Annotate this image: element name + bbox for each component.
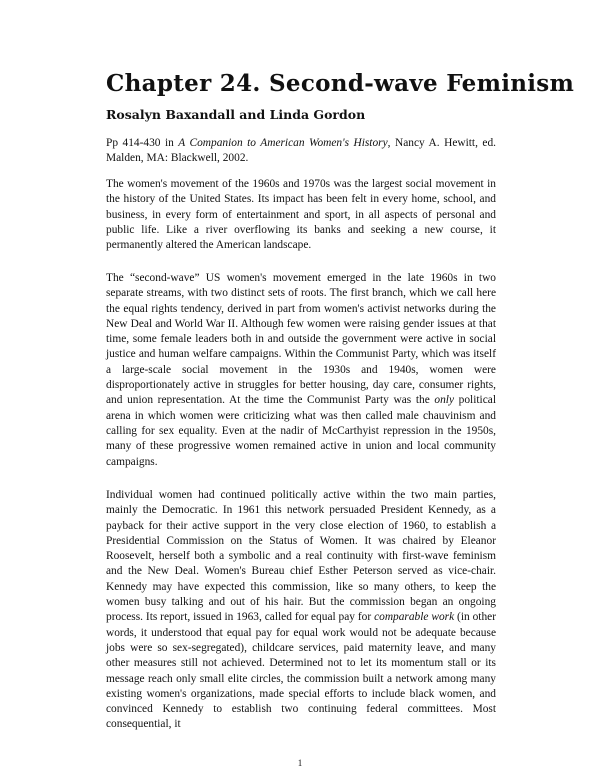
paragraph-3: [106, 488, 496, 733]
paragraph-2-part-2: political arena in which women were criticizing what was then called male chauvinism and calling for sex equality. Even at the nadir of McCarthyist repression in the 1950s, many of these progressive women remained active in union and local community campaigns.: [106, 394, 496, 468]
citation-book-title: A Companion to American Women's History: [178, 137, 388, 149]
paragraph-3-part-2: (in other words, it understood that equal pay for equal work would not be adequate because jobs were so sex-segregated), childcare services, paid maternity leave, and many other measures still not achieved. Determined not to let its momentum stall or its message reach only small elite circles, the commission built a network among many existing women's organizations, made special efforts to include black women, and convinced Kennedy to establish two continuing federal committees. Most consequential, it: [106, 611, 496, 731]
paragraph-3-part-1: Individual women had continued politically active within the two main parties, mainly the Democratic. In 1961 this network persuaded President Kennedy, as a payback for their active support in the very close election of 1960, to establish a Presidential Commission on the Status of Women. It was chaired by Eleanor Roosevelt, herself both a symbolic and a real continuity with first-wave feminism and the New Deal. Women's Bureau chief Esther Peterson served as vice-chair. Kennedy may have expected this commission, like so many others, to keep the women busy talking and out of his hair. But the commission began an ongoing process. Its report, issued in 1963, called for equal pay for: [106, 489, 496, 624]
chapter-title: Chapter 24. Second-wave Feminism: [106, 70, 575, 97]
paragraph-2: [106, 271, 496, 470]
paragraph-1: The women's movement of the 1960s and 1970s was the largest social movement in the history of the United States. Its impact has been felt in every home, school, and business, in every form of entertainment and sport, in all aspects of personal and public life. Like a river overflowing its banks and seeking a new course, it permanently altered the American landscape.: [106, 178, 496, 252]
author-line: Rosalyn Baxandall and Linda Gordon: [106, 107, 366, 122]
citation: [106, 136, 496, 167]
paragraph-2-emphasis: only: [434, 394, 455, 407]
citation-pre: Pp 414-430 in: [106, 137, 179, 149]
paragraph-3-emphasis: comparable work: [374, 611, 455, 624]
citation-post: , Nancy A. Hewitt, ed. Malden, MA: Blackwell, 2002.: [106, 137, 497, 165]
paragraph-2-part-1: The “second-wave” US women's movement emerged in the late 1960s in two separate streams, with two distinct sets of roots. The first branch, which we call here the equal rights tendency, derived in part from women's activist networks during the New Deal and World War II. Although few women were raising gender issues at that time, some female leaders both in and outside the government were active in social justice and human welfare campaigns. Within the Communist Party, which was itself a large-scale social movement in the 1930s and 1940s, women were disproportionately active in struggles for better housing, day care, consumer rights, and union representation. At the time the Communist Party was the: [106, 272, 496, 407]
page-number: 1: [297, 758, 303, 768]
